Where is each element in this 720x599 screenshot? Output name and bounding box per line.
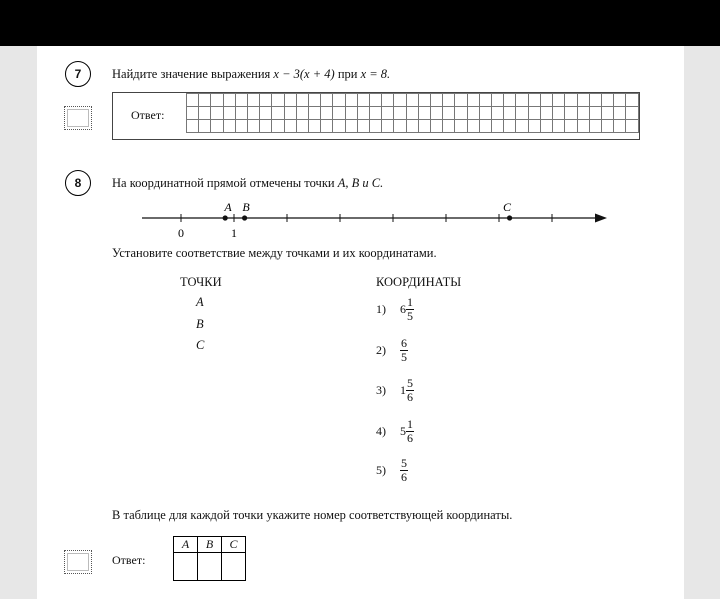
option-4-fraction xyxy=(406,418,414,445)
answer-grid-cell[interactable] xyxy=(418,120,430,133)
answer-grid-cell[interactable] xyxy=(211,120,223,133)
task-8-question-text: На координатной прямой отмечены точки xyxy=(112,176,335,190)
answer-grid-cell[interactable] xyxy=(248,107,260,120)
answer-grid-cell[interactable] xyxy=(321,94,333,107)
answer-grid-cell[interactable] xyxy=(443,107,455,120)
answer-grid-cell[interactable] xyxy=(296,94,308,107)
answer-grid-cell[interactable] xyxy=(357,94,369,107)
option-4-whole: 5 xyxy=(400,424,406,438)
answer-grid-cell[interactable] xyxy=(577,94,589,107)
answer-grid-cell[interactable] xyxy=(321,107,333,120)
answer-grid-cell[interactable] xyxy=(565,94,577,107)
point-b-dot xyxy=(242,215,247,220)
answer-grid-cell[interactable] xyxy=(565,120,577,133)
option-4-number: 4) xyxy=(376,424,386,438)
option-4 xyxy=(376,418,414,445)
answer-grid-cell[interactable] xyxy=(333,107,345,120)
answer-grid-cell[interactable] xyxy=(296,107,308,120)
option-3-numerator: 5 xyxy=(407,376,413,390)
point-b-label: B xyxy=(196,317,204,331)
label-zero: 0 xyxy=(178,226,184,240)
answer-grid-cell[interactable] xyxy=(309,120,321,133)
option-1-denominator: 5 xyxy=(407,309,413,323)
answer-grid-cell[interactable] xyxy=(528,107,540,120)
option-5-denominator: 6 xyxy=(401,470,407,484)
label-point-a: A xyxy=(224,200,232,214)
option-5 xyxy=(376,457,408,484)
answer-grid-cell[interactable] xyxy=(223,120,235,133)
answer-grid-cell[interactable] xyxy=(589,120,601,133)
answer-grid-cell[interactable] xyxy=(553,120,565,133)
answer-grid-cell[interactable] xyxy=(614,94,626,107)
number-line xyxy=(137,196,617,244)
answer-grid-cell[interactable] xyxy=(333,94,345,107)
task-8-number-text: 8 xyxy=(74,176,82,190)
task-7-expression: x − 3(x + 4) xyxy=(273,67,335,81)
answer-grid-cell[interactable] xyxy=(589,94,601,107)
task-8-points-list: A, B и C. xyxy=(337,176,384,190)
answer-grid-cell[interactable] xyxy=(284,107,296,120)
option-1-number: 1) xyxy=(376,302,386,316)
answer-cell-c[interactable] xyxy=(222,553,246,581)
answer-grid-cell[interactable] xyxy=(382,120,394,133)
answer-grid-cell[interactable] xyxy=(248,94,260,107)
answer-grid-cell[interactable] xyxy=(272,107,284,120)
option-2-denominator: 5 xyxy=(401,350,407,364)
task-7-answer-frame xyxy=(112,92,640,140)
answer-header-b: B xyxy=(198,537,222,553)
task-8-question xyxy=(112,176,383,191)
points-header: ТОЧКИ xyxy=(180,275,222,289)
task-8-answer-label: Ответ: xyxy=(112,553,146,567)
answer-grid-cell[interactable] xyxy=(394,94,406,107)
answer-grid-cell[interactable] xyxy=(370,107,382,120)
answer-grid-cell[interactable] xyxy=(223,107,235,120)
answer-grid-cell[interactable] xyxy=(614,120,626,133)
option-3-whole: 1 xyxy=(400,383,406,397)
answer-header-a: A xyxy=(174,537,198,553)
point-c-dot xyxy=(507,215,512,220)
answer-grid-cell[interactable] xyxy=(455,120,467,133)
answer-grid-cell[interactable] xyxy=(431,94,443,107)
task-8-answer-table xyxy=(173,536,246,581)
answer-grid-cell[interactable] xyxy=(418,107,430,120)
answer-grid-cell[interactable] xyxy=(455,107,467,120)
answer-cell-a[interactable] xyxy=(174,553,198,581)
answer-grid-cell[interactable] xyxy=(431,107,443,120)
answer-grid-cell[interactable] xyxy=(199,107,211,120)
task-7-number-text: 7 xyxy=(74,67,82,81)
answer-grid-cell[interactable] xyxy=(370,120,382,133)
answer-grid-cell[interactable] xyxy=(479,94,491,107)
answer-grid-cell[interactable] xyxy=(431,120,443,133)
answer-grid-cell[interactable] xyxy=(504,107,516,120)
option-2-fraction xyxy=(400,337,408,364)
task-8-number xyxy=(65,170,91,196)
answer-grid-cell[interactable] xyxy=(418,94,430,107)
option-1-fraction xyxy=(406,296,414,323)
answer-grid-cell[interactable] xyxy=(614,107,626,120)
answer-grid-cell[interactable] xyxy=(601,107,613,120)
task-7-question-text: Найдите значение выражения xyxy=(112,67,271,81)
answer-grid-cell[interactable] xyxy=(589,107,601,120)
task-7-score-box xyxy=(64,106,92,130)
answer-grid-cell[interactable] xyxy=(577,107,589,120)
answer-grid-cell[interactable] xyxy=(260,107,272,120)
coordinates-header: КООРДИНАТЫ xyxy=(376,275,462,289)
answer-grid-cell[interactable] xyxy=(272,120,284,133)
answer-grid-cell[interactable] xyxy=(321,120,333,133)
answer-grid-cell[interactable] xyxy=(443,94,455,107)
answer-grid-cell[interactable] xyxy=(223,94,235,107)
answer-grid-cell[interactable] xyxy=(248,120,260,133)
option-4-denominator: 6 xyxy=(407,431,413,445)
answer-grid-cell[interactable] xyxy=(260,120,272,133)
answer-grid-cell[interactable] xyxy=(565,107,577,120)
answer-grid-cell[interactable] xyxy=(504,94,516,107)
option-1 xyxy=(376,296,414,323)
answer-grid-cell[interactable] xyxy=(528,94,540,107)
option-1-whole: 6 xyxy=(400,302,406,316)
answer-grid-cell[interactable] xyxy=(345,120,357,133)
option-2-number: 2) xyxy=(376,343,386,357)
option-5-numerator: 5 xyxy=(401,456,407,470)
answer-grid-cell[interactable] xyxy=(626,94,639,107)
answer-grid-cell[interactable] xyxy=(333,120,345,133)
answer-grid-cell[interactable] xyxy=(187,120,199,133)
task-7-answer-grid[interactable] xyxy=(186,93,639,133)
answer-grid-cell[interactable] xyxy=(211,94,223,107)
answer-grid-cell[interactable] xyxy=(516,107,528,120)
answer-grid-cell[interactable] xyxy=(357,120,369,133)
answer-grid-cell[interactable] xyxy=(296,120,308,133)
top-black-bar xyxy=(0,0,720,46)
answer-grid-cell[interactable] xyxy=(467,120,479,133)
option-5-fraction xyxy=(400,457,408,484)
answer-grid-cell[interactable] xyxy=(492,120,504,133)
task-7-answer-label: Ответ: xyxy=(131,108,165,122)
option-2-numerator: 6 xyxy=(401,336,407,350)
answer-grid-cell[interactable] xyxy=(406,120,418,133)
answer-grid-cell[interactable] xyxy=(260,94,272,107)
task-8-table-instruction: В таблице для каждой точки укажите номер соответствующей координаты. xyxy=(112,508,513,522)
answer-grid-cell[interactable] xyxy=(199,120,211,133)
answer-grid-cell[interactable] xyxy=(443,120,455,133)
answer-grid-cell[interactable] xyxy=(467,94,479,107)
answer-grid-cell[interactable] xyxy=(309,94,321,107)
option-3 xyxy=(376,377,414,404)
answer-grid-cell[interactable] xyxy=(504,120,516,133)
task-7-at-word: при xyxy=(337,67,358,81)
answer-grid-cell[interactable] xyxy=(626,120,639,133)
task-7-question xyxy=(112,67,390,82)
answer-grid-cell[interactable] xyxy=(553,107,565,120)
answer-grid-cell[interactable] xyxy=(467,107,479,120)
answer-grid-cell[interactable] xyxy=(382,94,394,107)
option-3-fraction xyxy=(406,377,414,404)
answer-grid-cell[interactable] xyxy=(284,120,296,133)
answer-grid-cell[interactable] xyxy=(492,107,504,120)
option-5-number: 5) xyxy=(376,463,386,477)
task-8-instruction: Установите соответствие между точками и их координатами. xyxy=(112,246,437,260)
label-point-b: B xyxy=(242,200,250,214)
answer-grid-cell[interactable] xyxy=(235,94,247,107)
label-one: 1 xyxy=(231,226,237,240)
answer-grid-cell[interactable] xyxy=(370,94,382,107)
option-1-numerator: 1 xyxy=(407,295,413,309)
answer-grid-cell[interactable] xyxy=(382,107,394,120)
answer-grid-cell[interactable] xyxy=(187,107,199,120)
option-2 xyxy=(376,337,408,364)
answer-grid-cell[interactable] xyxy=(479,120,491,133)
answer-grid-cell[interactable] xyxy=(540,107,552,120)
label-point-c: C xyxy=(502,200,512,214)
answer-grid-cell[interactable] xyxy=(601,120,613,133)
answer-grid-cell[interactable] xyxy=(540,94,552,107)
task-7-condition: x = 8. xyxy=(360,67,391,81)
task-7-number xyxy=(65,61,91,87)
answer-grid-cell[interactable] xyxy=(626,107,639,120)
answer-grid-cell[interactable] xyxy=(357,107,369,120)
answer-grid-cell[interactable] xyxy=(235,120,247,133)
answer-grid-cell[interactable] xyxy=(309,107,321,120)
point-a-label: A xyxy=(196,295,204,309)
answer-grid-cell[interactable] xyxy=(553,94,565,107)
point-c-label: C xyxy=(196,338,205,352)
answer-grid-cell[interactable] xyxy=(272,94,284,107)
answer-grid-cell[interactable] xyxy=(345,94,357,107)
answer-grid-cell[interactable] xyxy=(187,94,199,107)
answer-grid-cell[interactable] xyxy=(406,107,418,120)
answer-grid-cell[interactable] xyxy=(577,120,589,133)
answer-grid-cell[interactable] xyxy=(528,120,540,133)
answer-grid-cell[interactable] xyxy=(211,107,223,120)
answer-header-c: C xyxy=(222,537,246,553)
option-4-numerator: 1 xyxy=(407,417,413,431)
answer-grid-cell[interactable] xyxy=(394,107,406,120)
answer-grid-cell[interactable] xyxy=(406,94,418,107)
answer-grid-cell[interactable] xyxy=(455,94,467,107)
answer-grid-cell[interactable] xyxy=(540,120,552,133)
answer-grid-cell[interactable] xyxy=(516,120,528,133)
answer-grid-cell[interactable] xyxy=(284,94,296,107)
answer-grid-cell[interactable] xyxy=(479,107,491,120)
point-a-dot xyxy=(223,215,228,220)
answer-grid-cell[interactable] xyxy=(516,94,528,107)
answer-grid-cell[interactable] xyxy=(394,120,406,133)
answer-grid-cell[interactable] xyxy=(601,94,613,107)
task-8-score-box xyxy=(64,550,92,574)
worksheet-page xyxy=(37,46,684,599)
answer-grid-cell[interactable] xyxy=(492,94,504,107)
option-3-denominator: 6 xyxy=(407,390,413,404)
option-3-number: 3) xyxy=(376,383,386,397)
answer-grid-cell[interactable] xyxy=(345,107,357,120)
number-line-arrow xyxy=(595,214,607,223)
answer-grid-cell[interactable] xyxy=(235,107,247,120)
answer-cell-b[interactable] xyxy=(198,553,222,581)
answer-grid-cell[interactable] xyxy=(199,94,211,107)
